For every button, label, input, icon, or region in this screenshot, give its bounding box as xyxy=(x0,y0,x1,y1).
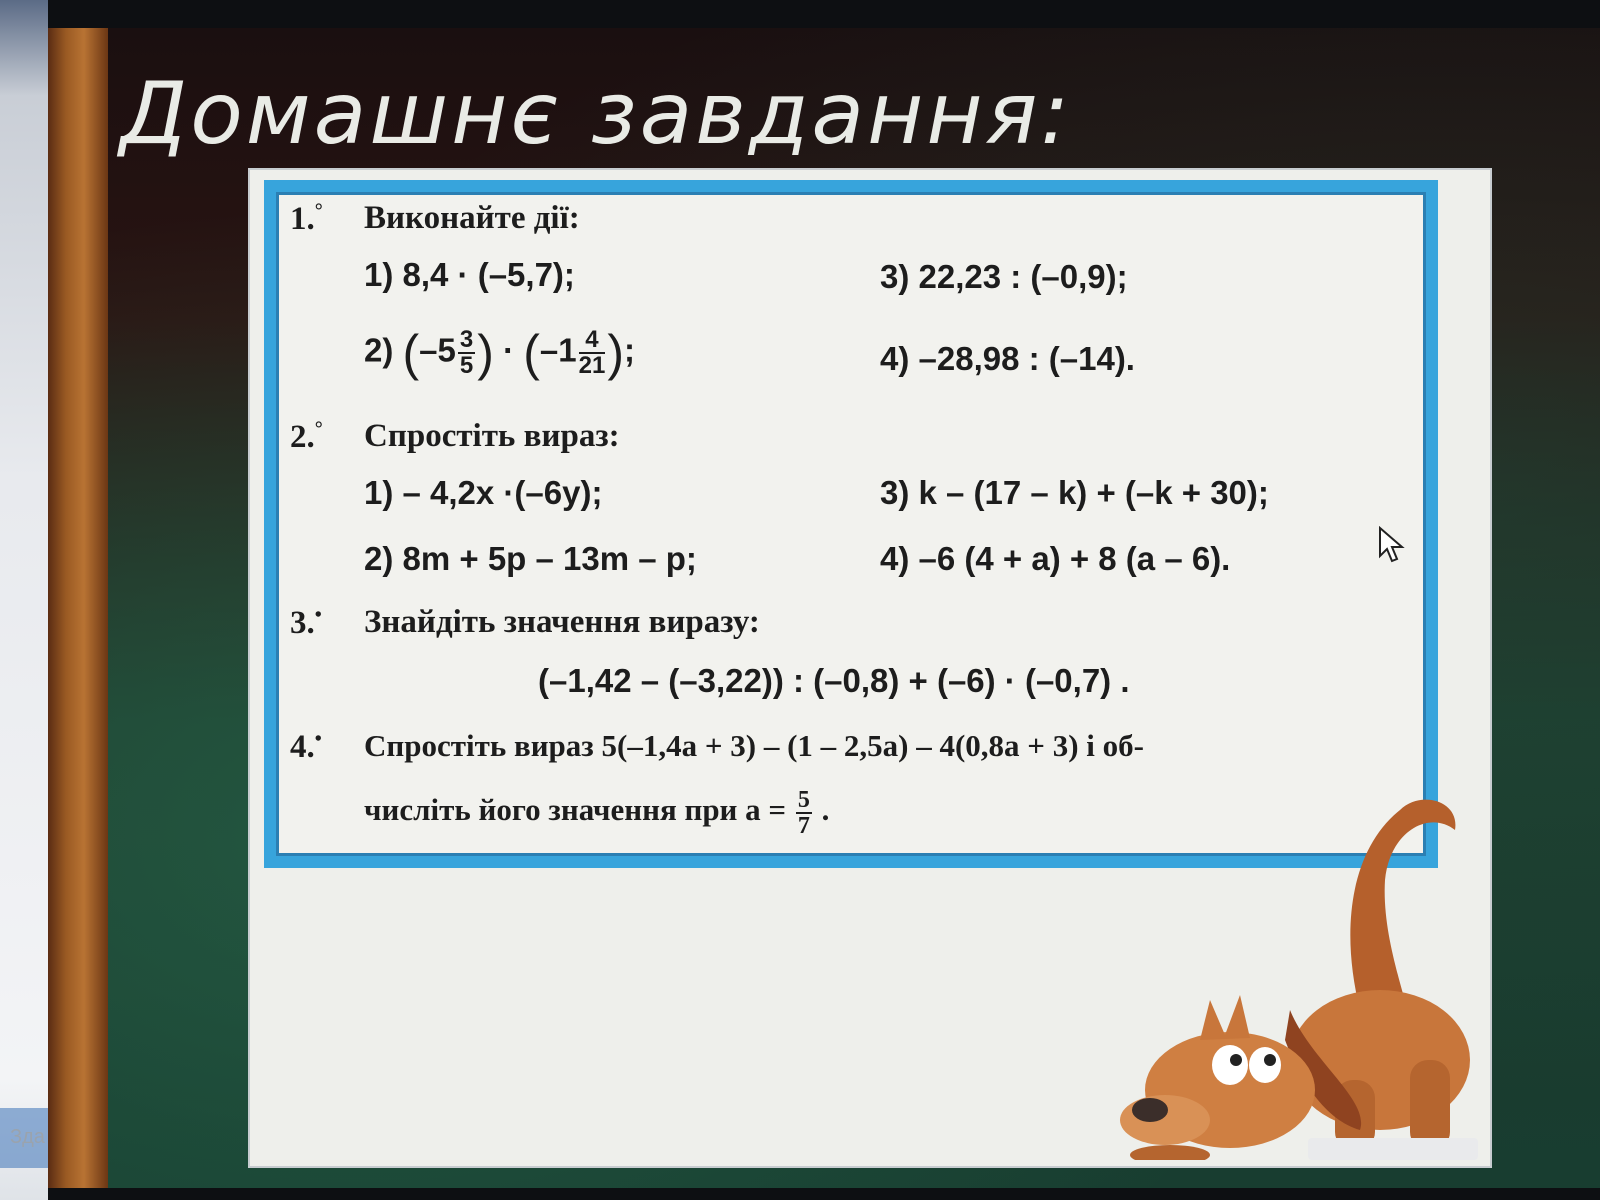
fraction: $\frac{5}{7}$ xyxy=(797,787,810,839)
scrollbar-thumb[interactable] xyxy=(1308,1138,1478,1160)
task-3-expression: (–1,42 – (–3,22)) : (–0,8) + (–6) · (–0,7) . xyxy=(538,662,1130,699)
mouse-cursor-icon xyxy=(1378,526,1408,566)
fraction: $\frac{3}{5}$ xyxy=(459,326,474,379)
task-1-item-2: 2) (–5 $\frac{3}{5}$ ) · (–1 $\frac{4}{21}$ ); xyxy=(364,325,635,381)
task-4-line-2: числіть його значення при a = $\frac{5}{7}$ . xyxy=(364,787,830,839)
task-2-item-1: 1) – 4,2x ·(–6y); xyxy=(364,474,603,511)
task-1-item-1: 1) 8,4 · (–5,7); xyxy=(364,256,575,293)
task-number: 4.• xyxy=(290,728,322,765)
task-number: 1.° xyxy=(290,200,323,237)
task-1-item-3: 3) 22,23 : (–0,9); xyxy=(880,258,1128,295)
task-1-item-4: 4) –28,98 : (–14). xyxy=(880,340,1135,377)
task-2-item-3: 3) k – (17 – k) + (–k + 30); xyxy=(880,474,1269,511)
slide-title: Домашнє завдання: xyxy=(120,64,1073,164)
task-heading: Спростіть вираз: xyxy=(364,418,620,454)
wood-frame-decoration xyxy=(48,28,108,1188)
task-heading: Виконайте дії: xyxy=(364,200,580,236)
taskbar-label: Зда xyxy=(10,1126,45,1148)
task-heading: Знайдіть значення виразу: xyxy=(364,604,760,640)
background-window-strip xyxy=(0,0,48,1200)
task-number: 3.• xyxy=(290,604,322,641)
content-panel xyxy=(248,168,1492,1168)
cartoon-dog-illustration xyxy=(1110,760,1490,1160)
task-4-line-1: Спростіть вираз 5(–1,4a + 3) – (1 – 2,5a) – 4(0,8a + 3) і об- xyxy=(364,728,1144,763)
fraction: $\frac{4}{21}$ xyxy=(578,326,606,379)
task-2-item-4: 4) –6 (4 + a) + 8 (a – 6). xyxy=(880,540,1231,577)
presentation-slide xyxy=(48,28,1600,1188)
task-number: 2.° xyxy=(290,418,323,455)
task-2-item-2: 2) 8m + 5p – 13m – p; xyxy=(364,540,697,577)
